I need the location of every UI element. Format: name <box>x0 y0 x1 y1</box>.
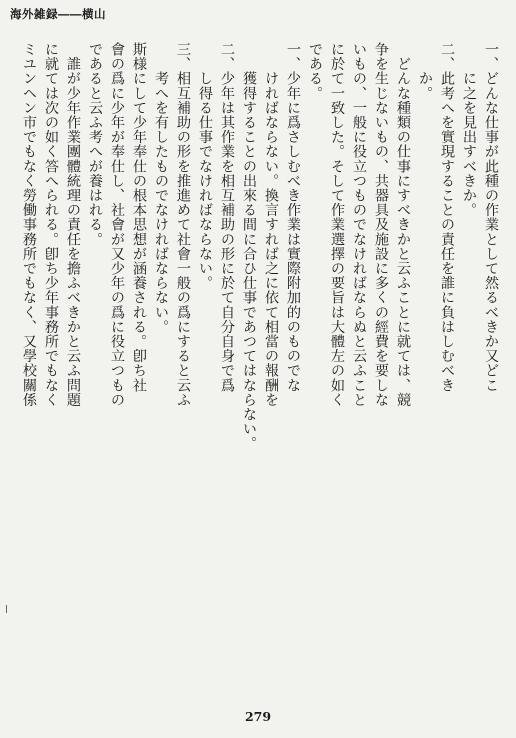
text-line: であると云ふ考へが養はれる。 <box>87 42 103 247</box>
text-line: 考へを有したものでなければならない。 <box>153 42 169 334</box>
text-line: どんな種類の仕事にすべきかと云ふことに就ては、競 <box>395 42 411 407</box>
text-line: 會の爲に少年が奉仕し、社會が又少年の爲に役立つもの <box>109 42 125 407</box>
text-line: 二、少年は其作業を相互補助の形に於て自分自身で爲 <box>219 42 235 393</box>
page-number: 279 <box>244 709 272 724</box>
text-line: 三、相互補助の形を推進めて社會一般の爲にすると云ふ <box>175 42 191 407</box>
text-line: ミユンヘン市でもなく勞働事務所でもなく、又學校關係 <box>21 42 37 407</box>
text-line: し得る仕事でなければならない。 <box>197 42 213 291</box>
text-line: である。 <box>307 42 323 101</box>
text-line: 二、此考へを實現することの責任を誰に負はしむべき <box>439 42 455 393</box>
text-line: 一、少年に爲さしむべき作業は實際附加的のものでな <box>285 42 301 393</box>
text-line: いもの、一般に役立つものでなければならぬと云ふこと <box>351 42 367 407</box>
scan-mark <box>6 605 7 613</box>
text-line: に於て一致した。そして作業選擇の要旨は大體左の如く <box>329 42 345 407</box>
text-line: に之を見出すべきか。 <box>461 42 477 218</box>
text-line: に就ては次の如く答へられる。卽ち少年事務所でもなく <box>43 42 59 407</box>
text-line: 一、どんな仕事が此種の作業として然るべきか又どこ <box>483 42 499 393</box>
running-head: 海外雑録――横山 <box>10 7 106 21</box>
text-line: 獲得することの出來る間に合ひ仕事であつてはならない。 <box>241 42 257 451</box>
text-line: か。 <box>417 42 433 101</box>
text-line: 斯様にして少年奉仕の根本思想が涵養される。卽ち社 <box>131 42 147 393</box>
text-line: 争を生じないもの、共器具及施設に多くの經費を要しな <box>373 42 389 407</box>
text-line: ければならない。換言すれば之に依て相當の報酬を <box>263 42 279 407</box>
vertical-text-body <box>14 42 502 682</box>
text-line: 誰が少年作業團體統理の責任を擔ふべきかと云ふ問題 <box>65 42 81 407</box>
